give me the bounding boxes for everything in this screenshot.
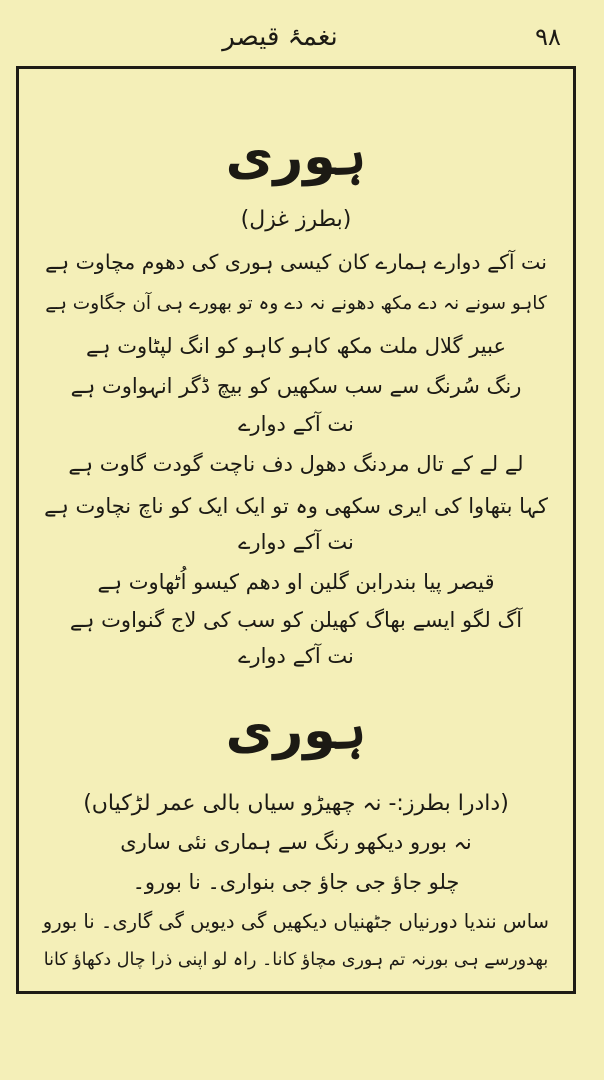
poem1-heading: ہوری bbox=[225, 127, 367, 187]
poem1-line-1: نت آکے دوارے ہمارے کان کیسی ہوری کی دھوم مچاوت ہے bbox=[45, 250, 547, 274]
poem2-line-3: ساس نندیا دورنیاں جٹھنیاں دیکھیں گی دیویں گی گاری۔ نا بورو bbox=[42, 910, 549, 933]
page-number: ۹۸ bbox=[535, 23, 561, 51]
poem1-line-4: رنگ سُرنگ سے سب سکھیں کو بیچ ڈگر انہواوت ہے bbox=[70, 374, 522, 398]
poem1-line-7: قیصر پیا بندرابن گلین او دھم کیسو اُٹھاوت ہے bbox=[97, 570, 495, 594]
book-title: نغمۂ قیصر bbox=[222, 22, 338, 52]
running-head bbox=[0, 18, 604, 58]
poem2-line-2: چلو جاؤ جی جاؤ جی بنواری۔ نا بورو۔ bbox=[132, 870, 460, 894]
poem2-line-4: بھدورسے ہی بورنہ تم ہوری مچاؤ کانا۔ راہ لو اپنی ذرا چال دکھاؤ کانا bbox=[43, 950, 549, 970]
poem2-line-1: نہ بورو دیکھو رنگ سے ہماری نئی ساری bbox=[120, 830, 472, 854]
poem1-line-6: کہا بتھاوا کی ایری سکھی وہ تو ایک ایک کو ناچ نچاوت ہے bbox=[44, 494, 548, 518]
poem1-line-8: آگ لگو ایسے بھاگ کھیلن کو سب کی لاج گنواوت ہے bbox=[69, 608, 523, 632]
poem1-line-2: کاہو سونے نہ دے مکھ دھونے نہ دے وہ تو بھورے ہی آن جگاوت ہے bbox=[45, 293, 547, 314]
poem1-refrain-1: نت آکے دوارے bbox=[238, 412, 354, 436]
poem2-style-note: (دادرا بطرز:- نہ چھیڑو سیاں بالی عمر لڑکیاں) bbox=[83, 791, 509, 816]
poem1-refrain-3: نت آکے دوارے bbox=[238, 644, 354, 668]
poem1-line-3: عبیر گلال ملت مکھ کاہو کاہو کو انگ لپٹاوت ہے bbox=[86, 334, 506, 358]
poem2-heading: ہوری bbox=[225, 701, 367, 761]
poem1-refrain-2: نت آکے دوارے bbox=[238, 530, 354, 554]
text-frame bbox=[16, 66, 576, 994]
poem1-style-note: (بطرز غزل) bbox=[240, 207, 352, 232]
poem1-line-5: لے لے کے تال مردنگ دھول دف ناچت گودت گاوت ہے bbox=[68, 452, 524, 476]
